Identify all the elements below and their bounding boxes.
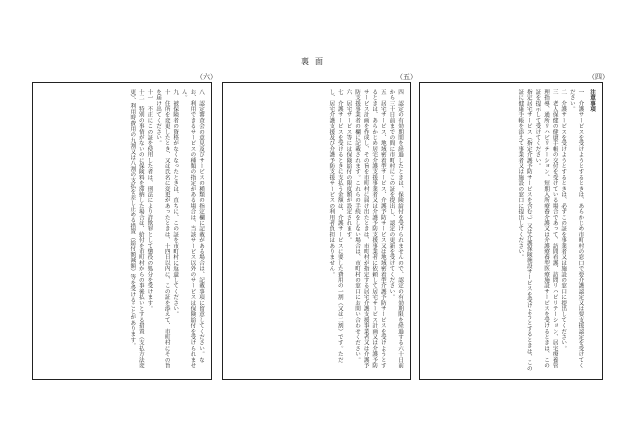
page-6-item-8: 八 認定審査会の意見及びサービスの種類の指定欄に記載がある場合は、記載事項に留意してください。なお、利用できるサービスの種類の指定がある場合は、当該サービス以外のサービスは保険給付を受けられません。 [180,89,204,369]
page-5-item-4: 四 認定の有効期間を経過したときは、保険給付を受けられませんので、認定の有効期限を経過する六十日前から三十日前までの間に市町村にこの証を提出し、認定の更新を受けてください。 [388,89,403,369]
page-6-item-10: 十 住所を変更したとき、又は氏名に変更があったときは、十四日以内に、この証を添えて、市町村にその旨を届け出てください。 [155,89,170,369]
page-6-item-12: 十二 特別の事情がないのに保険料を滞納した場合は、給付を市町村からの事後払いとする措置（支払方法変更）、利用時費用の九割又は八割の支払を差し止める措置（給付額減額）等を受けることがあります。 [129,89,144,369]
page-5-item-7: 七 介護サービスを受けるときに支払う金額は、介護サービスに要した費用の一割（又は二割）です。ただし、居宅介護支援及び介護予防支援サービスの利用者負担はありません。 [328,89,343,363]
page-4-item-3-cont: 指定居宅サービス（指定介護予防サービスを含む。）又は介護保険施設サービスを受けようとするときは、この証に健康手帳を添えて事業者又は施設の窓口に提出してください。 [517,89,532,372]
page-4-item-3: 三 老人保健の健康手帳の交付を受けている場合であって、訪問看護、訪問リハビリテーション、居宅療養管理指導、通所リハビリテーション、短期入所療養介護又は介護療養型医療施設サービスを受けるときは、この証を提示して受けてください。 [534,89,558,369]
page-6-item-11: 十一 不正にこの証を使用した者は、刑法により詐欺罪として懲役の処分を受けます。 [146,89,153,312]
page-6-text [39,89,205,373]
panel-page-6 [32,82,212,380]
page-6-item-9: 九 被保険者の資格がなくなったときは、直ちに、この証を市町村に返還してください。 [172,89,179,317]
header-title: 裏面 [301,57,329,66]
panel-page-4 [419,82,603,380]
page-5-text [229,89,404,373]
page-5-item-5: 五 居宅サービス、地域密着型サービス、介護予防サービス又は地域密着型介護予防サービスを受けようとするときは、あらかじめ居宅介護支援事業者又は介護予防支援事業者に依頼して居宅サービス計画又は介護予防サービス計画を作成し、その旨を市町村に届け出たときは、市町村が指定する居宅介護支援事業者又は介護予防支援事業者の欄に記載されます。これらの手続をしない場合は、市町村の窓口にお問い合わせください。 [354,89,386,369]
panel-page-5 [222,82,411,380]
notes-title: 注意事項 [589,89,595,112]
page-label-4: （四） [588,73,609,81]
page-label-5: （五） [396,73,417,81]
page-4-item-2: 二 介護サービスを受けようとするときは、必ずこの証を事業者又は施設の窓口に提出してください。 [560,89,567,352]
page-label-6: （六） [196,73,217,81]
page-4-text [426,89,596,373]
page-5-item-6: 六 居宅サービス等には保険給付の限度額が設定されます。 [345,89,352,243]
page-4-item-1: 一 介護サービスを受けようとするときは、あらかじめ市町村の窓口で要介護認定又は要支援認定を受けてください。 [568,89,584,369]
